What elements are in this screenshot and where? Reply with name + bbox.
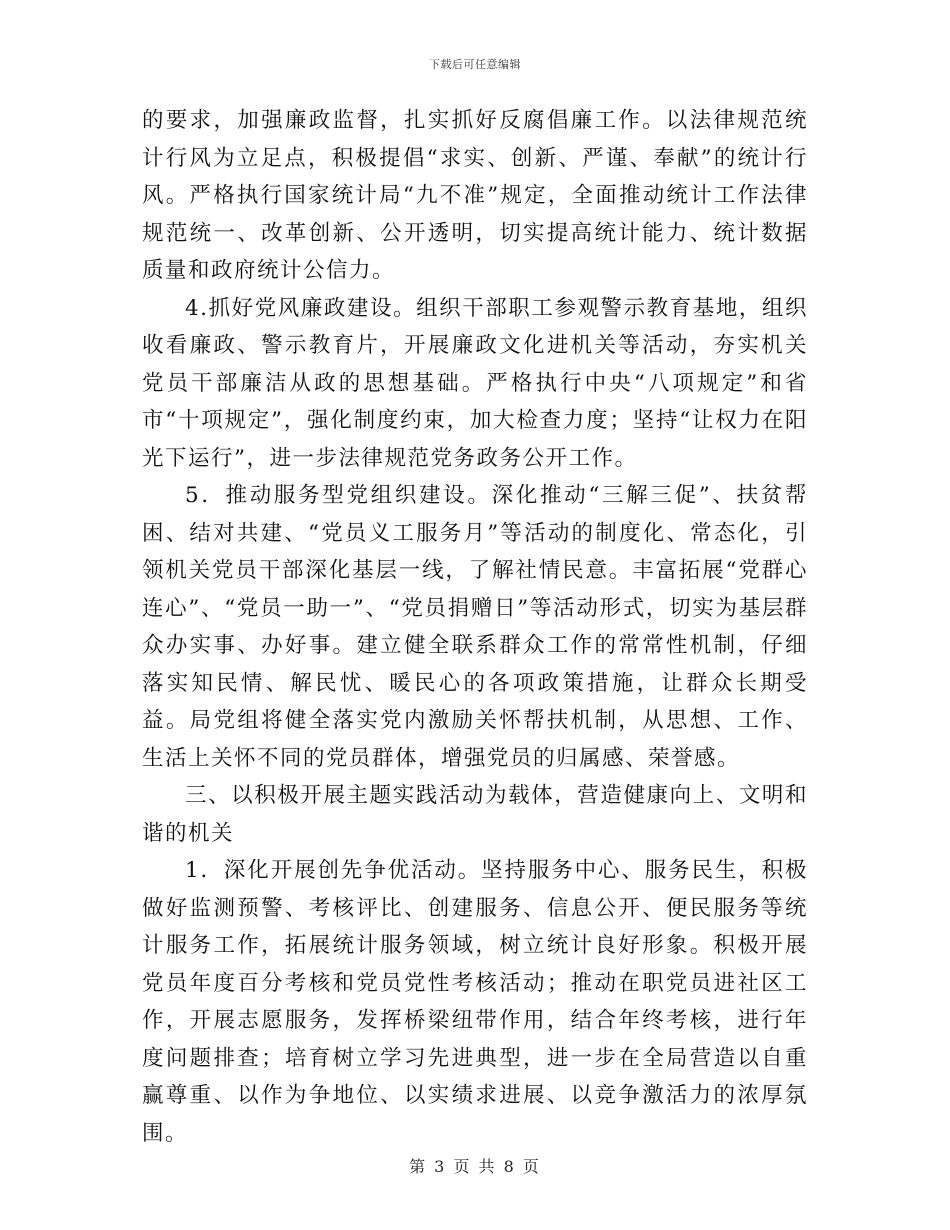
paragraph-item-1: 1．深化开展创先争优活动。坚持服务中心、服务民生，积极做好监测预警、考核评比、创建服务、信息公开、便民服务等统计服务工作，拓展统计服务领域，树立统计良好形象。积极开展党员年度百分考核和党员党性考核活动；推动在职党员进社区工作，开展志愿服务，发挥桥梁纽带作用，结合年终考核，进行年度问题排查；培育树立学习先进典型，进一步在全局营造以自重赢尊重、以作为争地位、以实绩求进展、以竞争激活力的浓厚氛围。: [142, 858, 808, 1146]
document-body: [142, 102, 808, 1152]
paragraph-item-4: 4.抓好党风廉政建设。组织干部职工参观警示教育基地，组织收看廉政、警示教育片，开展廉政文化进机关等活动，夯实机关党员干部廉洁从政的思想基础。严格执行中央“八项规定”和省市“十项规定”，强化制度约束，加大检查力度；坚持“让权力在阳光下运行”，进一步法律规范党务政务公开工作。: [142, 295, 808, 471]
section-heading-3: 三、以积极开展主题实践活动为载体，营造健康向上、文明和谐的机关: [142, 783, 808, 846]
page-header: 下载后可任意编辑: [429, 58, 521, 71]
page-number-footer: 第 3 页 共 8 页: [409, 1157, 541, 1176]
paragraph-item-5: 5．推动服务型党组织建设。深化推动“三解三促”、扶贫帮困、结对共建、“党员义工服务月”等活动的制度化、常态化，引领机关党员干部深化基层一线，了解社情民意。丰富拓展“党群心连心”、“党员一助一”、“党员捐赠日”等活动形式，切实为基层群众办实事、办好事。建立健全联系群众工作的常常性机制，仔细落实知民情、解民忧、暖民心的各项政策措施，让群众长期受益。局党组将健全落实党内激励关怀帮扶机制，从思想、工作、生活上关怀不同的党员群体，增强党员的归属感、荣誉感。: [142, 483, 808, 771]
paragraph-continuation: 的要求，加强廉政监督，扎实抓好反腐倡廉工作。以法律规范统计行风为立足点，积极提倡“求实、创新、严谨、奉献”的统计行风。严格执行国家统计局“九不准”规定，全面推动统计工作法律规范统一、改革创新、公开透明，切实提高统计能力、统计数据质量和政府统计公信力。: [142, 108, 808, 283]
